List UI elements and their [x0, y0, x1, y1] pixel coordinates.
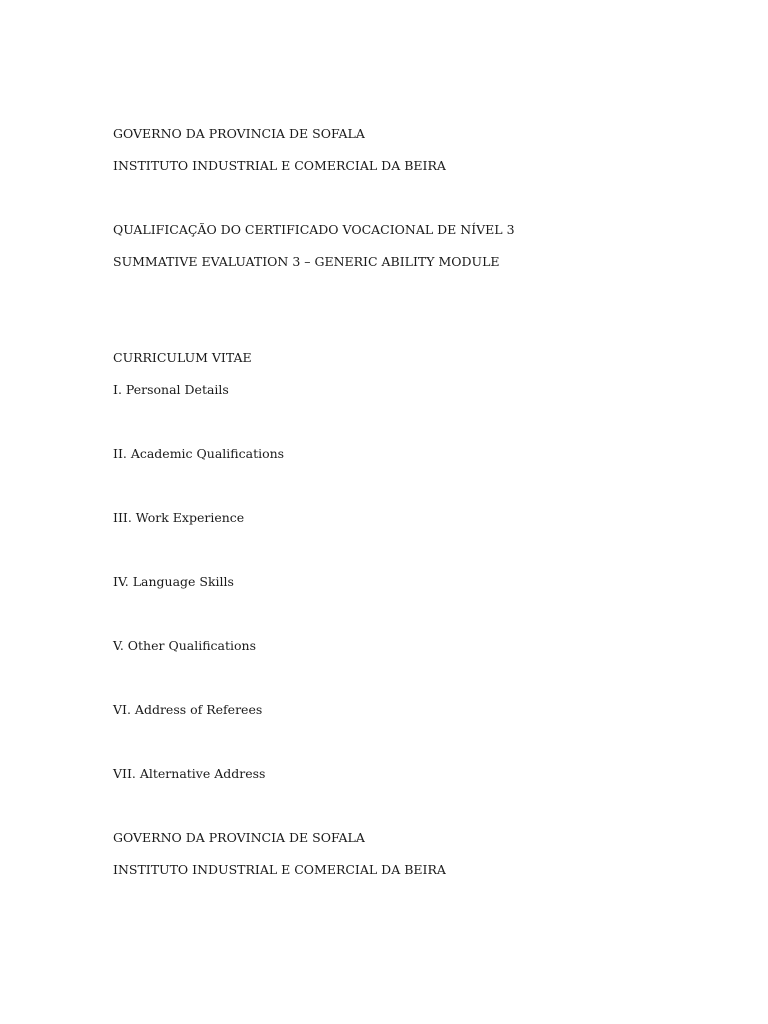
cv-title: CURRICULUM VITAE — [113, 350, 252, 365]
section-language-skills: IV. Language Skills — [113, 574, 234, 589]
qualification-title: QUALIFICAÇÃO DO CERTIFICADO VOCACIONAL DE NÍVEL 3 — [113, 222, 515, 237]
section-other-qualifications: V. Other Qualifications — [113, 638, 257, 653]
section-personal-details: I. Personal Details — [113, 382, 229, 397]
evaluation-title: SUMMATIVE EVALUATION 3 – GENERIC ABILITY MODULE — [113, 254, 500, 269]
footer-institute-heading: INSTITUTO INDUSTRIAL E COMERCIAL DA BEIRA — [113, 862, 446, 877]
section-address-of-referees: VI. Address of Referees — [113, 702, 263, 717]
government-heading: GOVERNO DA PROVINCIA DE SOFALA — [113, 126, 365, 141]
section-alternative-address: VII. Alternative Address — [113, 766, 266, 781]
section-academic-qualifications: II. Academic Qualifications — [113, 446, 285, 461]
institute-heading: INSTITUTO INDUSTRIAL E COMERCIAL DA BEIRA — [113, 158, 446, 173]
section-work-experience: III. Work Experience — [113, 510, 245, 525]
footer-government-heading: GOVERNO DA PROVINCIA DE SOFALA — [113, 830, 365, 845]
